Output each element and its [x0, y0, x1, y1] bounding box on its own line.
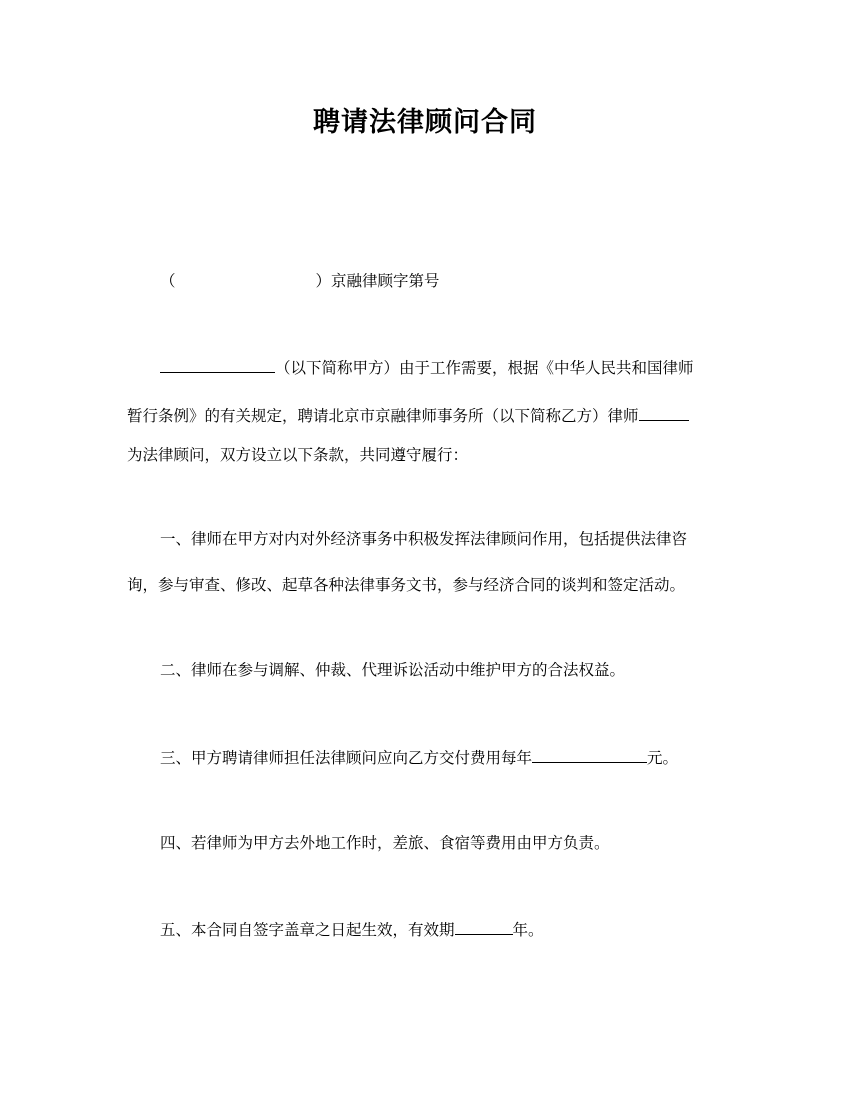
- clause-2: [160, 660, 760, 680]
- clause-4: [160, 833, 760, 853]
- clause-2-text: 二、律师在参与调解、仲裁、代理诉讼活动中维护甲方的合法权益。: [160, 661, 626, 679]
- annual-fee-blank: [532, 747, 647, 763]
- doc-number-open-paren: （: [160, 272, 176, 290]
- clause-3-text-after: 元。: [647, 749, 679, 767]
- clause-3: [160, 747, 760, 768]
- clause-4-text: 四、若律师为甲方去外地工作时，差旅、食宿等费用由甲方负责。: [160, 834, 610, 852]
- clause-5-text-after: 年。: [512, 921, 544, 939]
- preamble-text-1: （以下简称甲方）由于工作需要，根据《中华人民共和国律师: [275, 359, 694, 377]
- clause-1-text-2: 询，参与审查、修改、起草各种法律事务文书，参与经济合同的谈判和签定活动。: [127, 576, 686, 594]
- clause-5: [160, 919, 760, 940]
- preamble-text-3: 为法律顾问，双方设立以下条款，共同遵守履行：: [127, 446, 469, 464]
- preamble-line-2: [127, 405, 727, 426]
- preamble-line-1: [160, 357, 760, 378]
- doc-number-line: [160, 271, 760, 291]
- clause-1-text-1: 一、律师在甲方对内对外经济事务中积极发挥法律顾问作用，包括提供法律咨: [160, 530, 688, 548]
- document-title: 聘请法律顾问合同: [313, 107, 537, 138]
- validity-years-blank: [455, 919, 513, 935]
- clause-1-line-1: [160, 529, 760, 549]
- lawyer-name-blank: [639, 405, 689, 421]
- preamble-text-2: 暂行条例》的有关规定，聘请北京市京融律师事务所（以下简称乙方）律师: [127, 407, 639, 425]
- preamble-line-3: [127, 445, 727, 465]
- party-a-blank: [160, 357, 275, 373]
- clause-1-line-2: [127, 575, 727, 595]
- doc-number-text: ）京融律顾字第号: [315, 272, 440, 290]
- clause-3-text-before: 三、甲方聘请律师担任法律顾问应向乙方交付费用每年: [160, 749, 533, 767]
- clause-5-text-before: 五、本合同自签字盖章之日起生效，有效期: [160, 921, 455, 939]
